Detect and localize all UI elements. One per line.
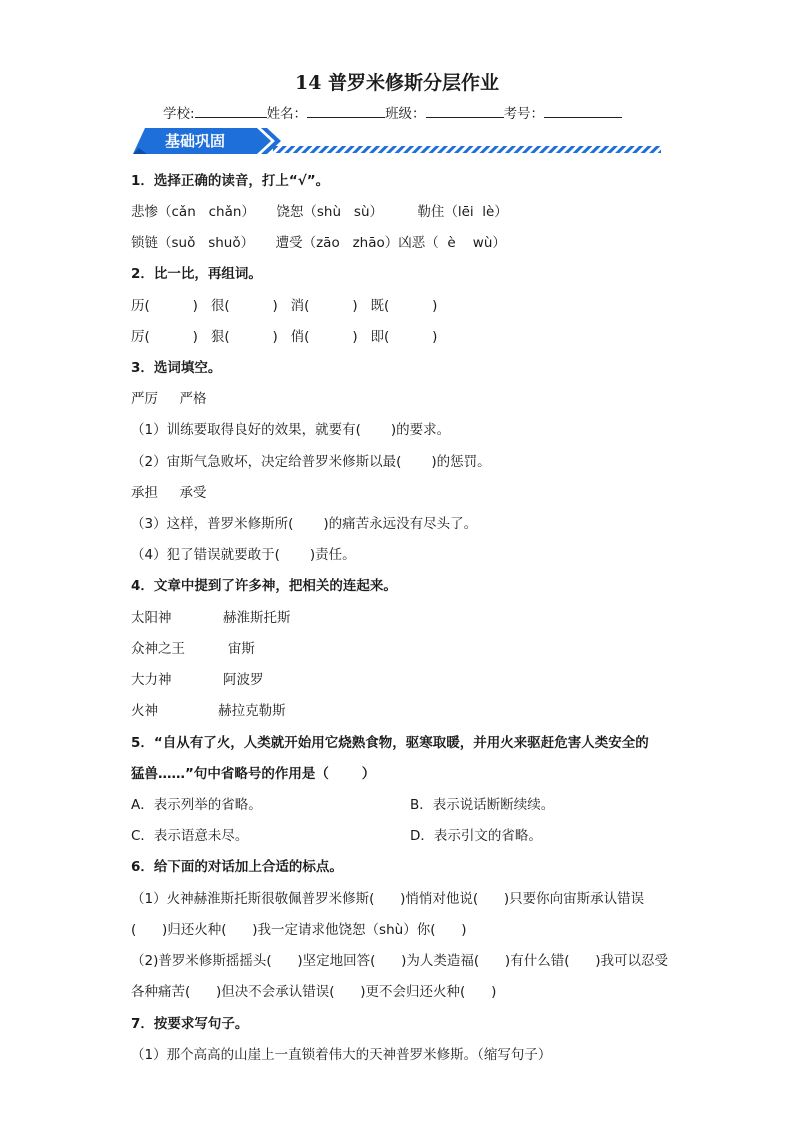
- q6-line-2: ( )归还火种( )我一定请求他饶恕（shù）你( ): [131, 922, 467, 938]
- q4-row-4: 火神 赫拉克勒斯: [131, 703, 286, 719]
- q6-line-1: （1）火神赫淮斯托斯很敬佩普罗米修斯( )悄悄对他说( )只要你向宙斯承认错误: [131, 891, 645, 907]
- q6-line-3: （2)普罗米修斯摇摇头( )坚定地回答( )为人类造福( )有什么错( )我可以忍受: [131, 953, 668, 969]
- class-label: 班级：: [385, 106, 426, 122]
- name-label: 姓名：: [266, 106, 308, 122]
- q6-line-4: 各种痛苦( )但决不会承认错误( )更不会归还火种( ): [131, 984, 497, 1000]
- school-blank[interactable]: [195, 103, 267, 118]
- name-blank[interactable]: [307, 103, 385, 118]
- q2-line-2: 厉( ) 狠( ) 俏( ) 即( ): [131, 329, 438, 345]
- q2-heading: 2．比一比，再组词。: [131, 266, 262, 282]
- q3-words-1: 严厉 严格: [131, 391, 207, 407]
- page-title: 14 普罗米修斯分层作业: [294, 72, 500, 94]
- q5-line-1: 5．“自从有了火，人类就开始用它烧熟食物，驱寒取暖，并用火来驱赶危害人类安全的: [131, 735, 649, 751]
- q7-sentence-1: （1）那个高高的山崖上一直锁着伟大的天神普罗米修斯。（缩写句子）: [131, 1047, 552, 1063]
- q5-option-d[interactable]: D．表示引文的省略。: [410, 828, 542, 844]
- q2-line-1: 历( ) 很( ) 消( ) 既( ): [131, 298, 438, 314]
- q5-option-c[interactable]: C．表示语意未尽。: [131, 828, 249, 844]
- q1-line-2: 锁链（suǒ shuǒ） 遭受（zāo zhāo）凶恶（ è wù）: [131, 235, 506, 251]
- q5-option-b[interactable]: B．表示说话断断续续。: [410, 797, 555, 813]
- q3-sentence-1: （1）训练要取得良好的效果，就要有( )的要求。: [131, 422, 451, 438]
- q4-row-1: 太阳神 赫淮斯托斯: [131, 610, 291, 626]
- exam-no-blank[interactable]: [544, 103, 622, 118]
- q6-heading: 6．给下面的对话加上合适的标点。: [131, 859, 343, 875]
- q1-line-1: 悲惨（cǎn chǎn） 饶恕（shù sù） 勒住（lēi lè）: [131, 204, 508, 220]
- q7-heading: 7．按要求写句子。: [131, 1016, 249, 1032]
- q3-sentence-2: （2）宙斯气急败坏，决定给普罗米修斯以最( )的惩罚。: [131, 454, 491, 470]
- exam-no-label: 考号：: [503, 106, 545, 122]
- q3-sentence-3: （3）这样，普罗米修斯所( )的痛苦永远没有尽头了。: [131, 516, 478, 532]
- q4-row-2: 众神之王 宙斯: [131, 641, 255, 657]
- q3-sentence-4: （4）犯了错误就要敢于( )责任。: [131, 547, 356, 563]
- q3-heading: 3．选词填空。: [131, 360, 222, 376]
- q1-heading: 1．选择正确的读音，打上“√”。: [131, 173, 330, 189]
- q5-option-a[interactable]: A．表示列举的省略。: [131, 797, 262, 813]
- section-banner: [133, 126, 663, 156]
- q5-line-2: 猛兽……”句中省略号的作用是（ ）: [131, 766, 376, 782]
- class-blank[interactable]: [426, 103, 504, 118]
- q3-words-2: 承担 承受: [131, 485, 207, 501]
- school-label: 学校:: [163, 106, 195, 122]
- section-label: 基础巩固: [164, 132, 226, 150]
- student-info-row: [163, 103, 622, 124]
- q4-row-3: 大力神 阿波罗: [131, 672, 264, 688]
- q4-heading: 4．文章中提到了许多神，把相关的连起来。: [131, 578, 397, 594]
